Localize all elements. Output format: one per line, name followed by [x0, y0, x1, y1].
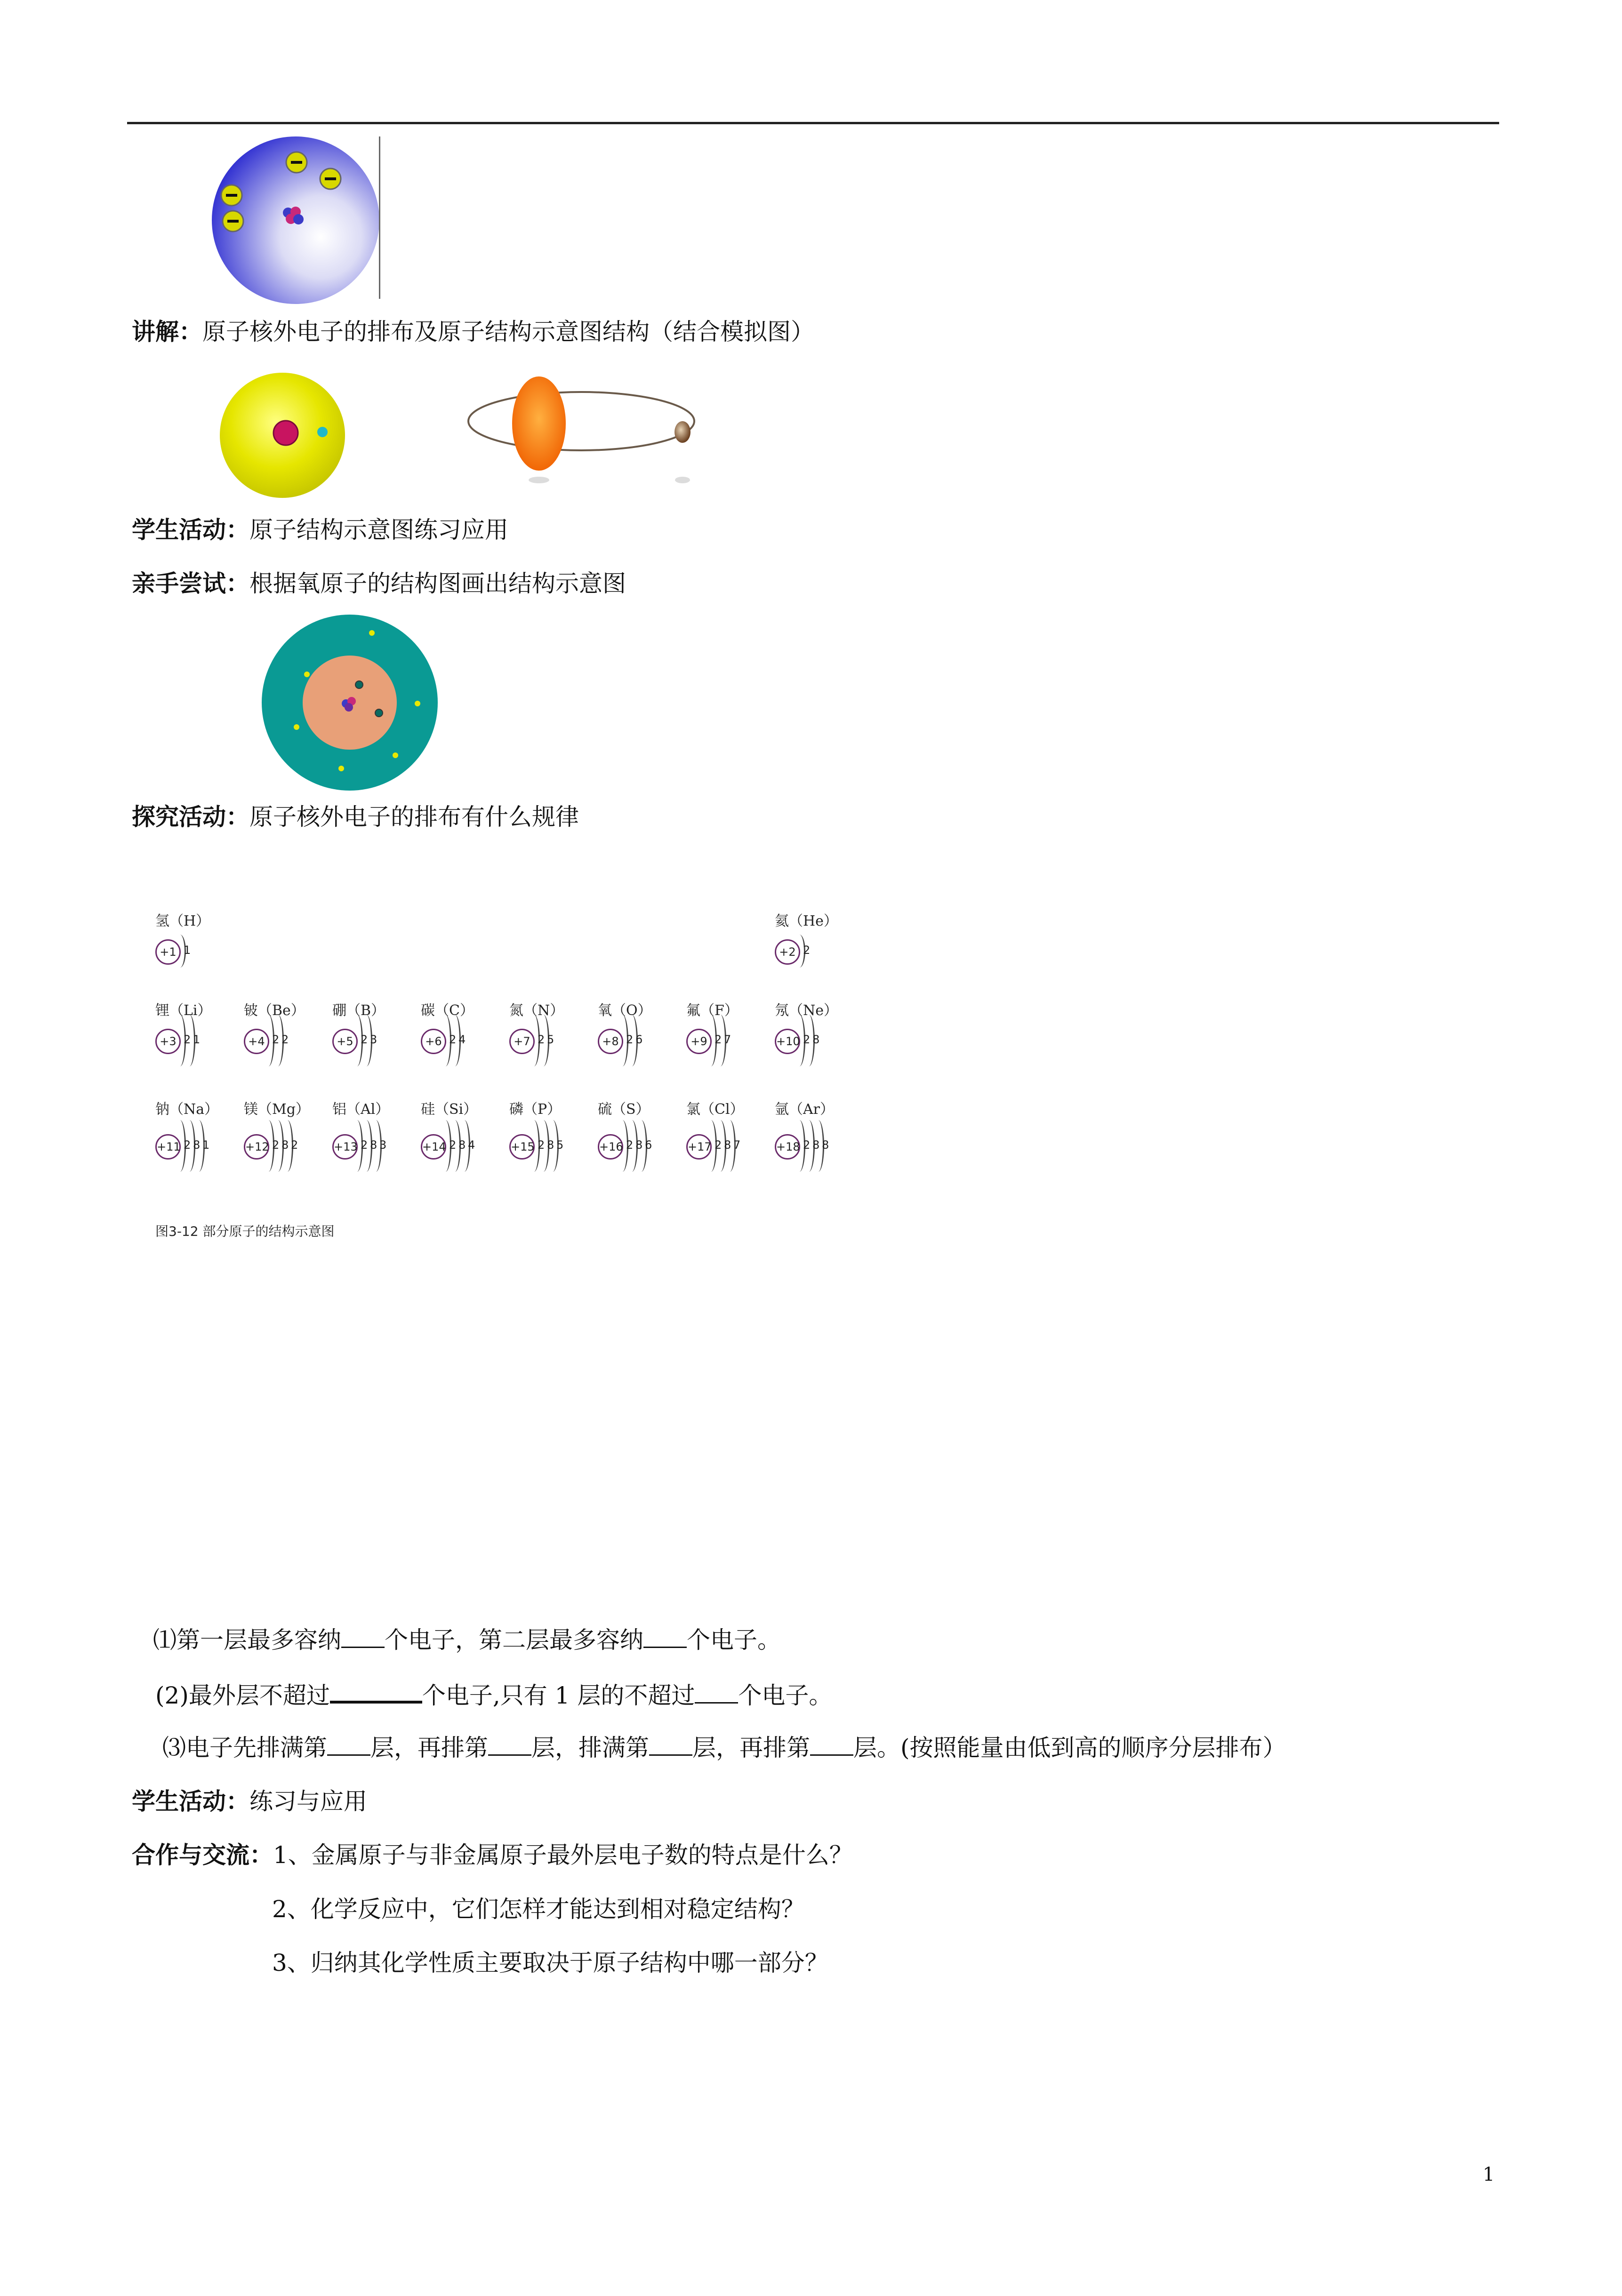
nucleus-charge: +1: [155, 939, 181, 965]
explanation-label: 讲解：: [132, 318, 202, 345]
question-3-line: [272, 1949, 828, 1977]
blank-field[interactable]: [810, 1734, 853, 1756]
nucleus-charge: +11: [155, 1134, 181, 1160]
shell-electron-count: 2: [803, 1138, 811, 1152]
shell-electron-count: 8: [724, 1138, 731, 1152]
shell-electron-count: 2: [538, 1033, 545, 1046]
shell-electron-count: 8: [812, 1033, 820, 1046]
atom-diagram: [155, 913, 240, 959]
shell-electron-count: 2: [449, 1033, 457, 1046]
atom-label: 硫（S）: [598, 1101, 650, 1118]
inquiry-activity-label: 探究活动：: [132, 803, 249, 831]
question-2: 2、化学反应中，它们怎样才能达到相对稳定结构？: [272, 1896, 805, 1923]
explanation-line: [132, 318, 814, 346]
shell-electron-count: 2: [291, 1138, 298, 1152]
explanation-text: 原子核外电子的排布及原子结构示意图结构（结合模拟图）: [202, 318, 814, 345]
shell-electron-count: 1: [184, 944, 191, 957]
rule-1-text-b: 个电子，第二层最多容纳: [385, 1626, 643, 1654]
nucleus-charge: +17: [686, 1134, 712, 1160]
inquiry-activity-text: 原子核外电子的排布有什么规律: [249, 803, 579, 831]
atom-label: 氢（H）: [155, 913, 210, 929]
shell-electron-count: 8: [635, 1138, 643, 1152]
shell-electron-count: 1: [193, 1033, 201, 1046]
shell-electron-count: 3: [379, 1138, 387, 1152]
shell-electron-count: 8: [281, 1138, 289, 1152]
atom-diagram: [421, 1101, 506, 1153]
nucleus-charge: +5: [332, 1029, 358, 1054]
rule-3-text-a: ⑶电子先排满第: [162, 1734, 327, 1761]
atom-label: 氖（Ne）: [775, 1002, 838, 1019]
atom-label: 铝（Al）: [332, 1101, 390, 1118]
shell-electron-count: 7: [733, 1138, 741, 1152]
rule-2-text-a: (2)最外层不超过: [155, 1682, 330, 1709]
shell-electron-count: 2: [538, 1138, 545, 1152]
orbit-model-image: [461, 372, 706, 494]
nucleus-charge: +8: [598, 1029, 623, 1054]
atom-label: 钠（Na）: [155, 1101, 219, 1118]
blank-field[interactable]: [643, 1626, 687, 1648]
atom-structure-figure: [155, 913, 861, 1242]
rule-2-text-b: 个电子,只有 1 层的不超过: [422, 1682, 695, 1709]
atom-label: 锂（Li）: [155, 1002, 212, 1019]
atom-label: 氟（F）: [686, 1002, 739, 1019]
question-3: 3、归纳其化学性质主要取决于原子结构中哪一部分？: [272, 1949, 828, 1976]
rule-3-text-b: 层，再排第: [370, 1734, 488, 1761]
shell-electron-count: 2: [272, 1138, 280, 1152]
nucleus-charge: +2: [775, 939, 800, 965]
page-number: 1: [1483, 2164, 1495, 2185]
nucleus-charge: +6: [421, 1029, 446, 1054]
yellow-atom-model-image: [219, 372, 351, 499]
shell-electron-count: 2: [449, 1138, 457, 1152]
atom-diagram: [775, 1101, 859, 1153]
rule-3-text-e: 层。(按照能量由低到高的顺序分层排布）: [853, 1734, 1286, 1761]
blank-field[interactable]: [341, 1626, 385, 1648]
blank-field[interactable]: [488, 1734, 531, 1756]
shell-electron-count: 2: [184, 1033, 191, 1046]
atom-label: 硼（B）: [332, 1002, 385, 1019]
student-activity-line: [132, 516, 508, 544]
atom-diagram: [155, 1002, 240, 1048]
vertical-divider: [379, 136, 380, 299]
atom-label: 氦（He）: [775, 913, 838, 929]
student-activity-2-label: 学生活动：: [132, 1787, 249, 1815]
atom-diagram: [244, 1002, 329, 1048]
atom-label: 碳（C）: [421, 1002, 474, 1019]
shell-electron-count: 2: [272, 1033, 280, 1046]
nucleus-charge: +3: [155, 1029, 181, 1054]
atom-label: 氧（O）: [598, 1002, 652, 1019]
shell-electron-count: 2: [803, 944, 811, 957]
shell-electron-count: 8: [370, 1138, 377, 1152]
shell-electron-count: 2: [361, 1138, 368, 1152]
rule-1-text-c: 个电子。: [687, 1626, 781, 1654]
shell-electron-count: 8: [458, 1138, 466, 1152]
shell-electron-count: 4: [468, 1138, 475, 1152]
shell-electron-count: 2: [281, 1033, 289, 1046]
header-rule: [127, 122, 1499, 124]
rule-2-line: [155, 1680, 832, 1710]
atom-diagram: [509, 1002, 594, 1048]
atom-label: 氮（N）: [509, 1002, 564, 1019]
atom-label: 硅（Si）: [421, 1101, 478, 1118]
nucleus-charge: +16: [598, 1134, 623, 1160]
atom-label: 磷（P）: [509, 1101, 562, 1118]
figure-caption: 图3-12 部分原子的结构示意图: [155, 1224, 335, 1239]
blank-field[interactable]: [649, 1734, 692, 1756]
shell-electron-count: 1: [202, 1138, 210, 1152]
atom-diagram: [686, 1101, 771, 1153]
cooperation-line: [132, 1841, 853, 1869]
shell-electron-count: 7: [724, 1033, 731, 1046]
nucleus-charge: +14: [421, 1134, 446, 1160]
try-yourself-label: 亲手尝试：: [132, 569, 249, 597]
atom-label: 氩（Ar）: [775, 1101, 835, 1118]
electron-icon: [221, 185, 242, 206]
inquiry-activity-line: [132, 803, 579, 831]
nucleus-charge: +12: [244, 1134, 269, 1160]
electron-icon: [320, 168, 341, 189]
atom-label: 氯（Cl）: [686, 1101, 744, 1118]
shell-electron-count: 8: [822, 1138, 829, 1152]
rule-3-line: [162, 1734, 1286, 1762]
shell-electron-count: 3: [370, 1033, 377, 1046]
atom-diagram: [509, 1101, 594, 1153]
atom-label: 铍（Be）: [244, 1002, 305, 1019]
try-yourself-line: [132, 569, 626, 598]
atom-diagram: [332, 1002, 417, 1048]
blank-field[interactable]: [327, 1734, 370, 1756]
shell-electron-count: 8: [547, 1138, 554, 1152]
shell-electron-count: 6: [635, 1033, 643, 1046]
student-activity-2-text: 练习与应用: [249, 1788, 367, 1815]
nucleus-charge: +4: [244, 1029, 269, 1054]
atom-diagram: [155, 1101, 240, 1153]
oxygen-atom-model-image: [261, 614, 440, 793]
nucleus-charge: +10: [775, 1029, 800, 1054]
shell-electron-count: 5: [556, 1138, 564, 1152]
shell-electron-count: 2: [715, 1033, 722, 1046]
rule-2-text-c: 个电子。: [738, 1682, 833, 1709]
shell-electron-count: 2: [361, 1033, 368, 1046]
student-activity-2-line: [132, 1787, 367, 1816]
nucleus-charge: +9: [686, 1029, 712, 1054]
blank-field[interactable]: [695, 1681, 738, 1704]
question-1: 1、金属原子与非金属原子最外层电子数的特点是什么？: [273, 1841, 853, 1869]
atom-diagram: [332, 1101, 417, 1153]
atom-diagram: [598, 1002, 683, 1048]
atom-label: 镁（Mg）: [244, 1101, 310, 1118]
nucleus-charge: +18: [775, 1134, 800, 1160]
shell-electron-count: 2: [715, 1138, 722, 1152]
rule-3-text-d: 层，再排第: [692, 1734, 810, 1761]
shell-electron-count: 5: [547, 1033, 554, 1046]
try-yourself-text: 根据氧原子的结构图画出结构示意图: [249, 570, 626, 597]
nucleus-charge: +15: [509, 1134, 535, 1160]
atom-diagram: [775, 1002, 859, 1048]
blue-atom-model-image: [212, 136, 391, 306]
atom-diagram: [686, 1002, 771, 1048]
nucleus-charge: +7: [509, 1029, 535, 1054]
atom-diagram: [598, 1101, 683, 1153]
student-activity-text: 原子结构示意图练习应用: [249, 516, 508, 544]
electron-icon: [223, 211, 243, 232]
blank-field[interactable]: [330, 1680, 422, 1704]
question-2-line: [272, 1895, 805, 1923]
student-activity-label: 学生活动：: [132, 516, 249, 544]
shell-electron-count: 8: [193, 1138, 201, 1152]
rule-3-text-c: 层，排满第: [531, 1734, 649, 1761]
rule-1-line: [153, 1626, 781, 1654]
shell-electron-count: 2: [184, 1138, 191, 1152]
shell-electron-count: 4: [458, 1033, 466, 1046]
nucleus-charge: +13: [332, 1134, 358, 1160]
cooperation-label: 合作与交流：: [132, 1841, 273, 1869]
shell-electron-count: 8: [812, 1138, 820, 1152]
shell-electron-count: 2: [803, 1033, 811, 1046]
shell-electron-count: 2: [626, 1138, 634, 1152]
atom-diagram: [775, 913, 859, 959]
atom-diagram: [244, 1101, 329, 1153]
shell-electron-count: 6: [645, 1138, 652, 1152]
shell-electron-count: 2: [626, 1033, 634, 1046]
atom-diagram: [421, 1002, 506, 1048]
rule-1-text-a: ⑴第一层最多容纳: [153, 1626, 341, 1654]
electron-icon: [286, 152, 307, 173]
